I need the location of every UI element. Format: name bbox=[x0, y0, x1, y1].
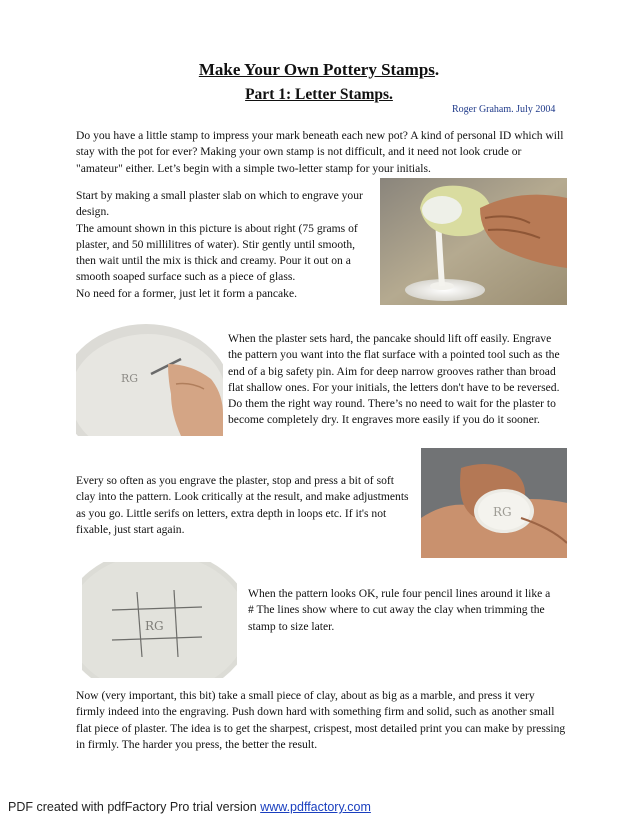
plaster-line-3: No need for a former, just let it form a pancake. bbox=[76, 286, 298, 300]
svg-text:RG: RG bbox=[493, 505, 512, 519]
title-text: Make Your Own Pottery Stamps bbox=[198, 60, 435, 79]
pdf-footer bbox=[8, 800, 371, 814]
intro-paragraph: Do you have a little stamp to impress your mark beneath each new pot? A kind of personal ID which will stay with the pot for ever? Making your own stamp is not difficult, and it need not look crude or "amateur" either. Let’s begin with a simple two-letter stamp for your initials. bbox=[76, 129, 564, 175]
photo-clay-test bbox=[421, 448, 567, 558]
plaster-paragraph bbox=[76, 188, 376, 302]
document-subtitle: Part 1: Letter Stamps. bbox=[245, 86, 393, 103]
plaster-line-2: The amount shown in this picture is about right (75 grams of plaster, and 50 millilitres of water). Stir gently until smooth, then wait until the mix is thick and creamy. Pour it out on a smooth soaped surface such as a piece of glass. bbox=[76, 221, 358, 284]
plaster-line-1: Start by making a small plaster slab on which to engrave your design. bbox=[76, 189, 363, 219]
photo-ruled-lines bbox=[82, 562, 237, 678]
author-byline: Roger Graham. July 2004 bbox=[452, 104, 556, 115]
footer-link[interactable]: www.pdffactory.com bbox=[260, 800, 371, 814]
photo-pouring-plaster bbox=[380, 178, 567, 305]
svg-text:RG: RG bbox=[121, 372, 139, 385]
title-period: . bbox=[434, 60, 440, 79]
photo-engraving-plaster bbox=[76, 324, 223, 436]
rule-lines-paragraph: When the pattern looks OK, rule four pencil lines around it like a # The lines show where to cut away the clay when trimming the stamp to size later. bbox=[248, 587, 551, 633]
footer-text: PDF created with pdfFactory Pro trial version bbox=[8, 800, 261, 814]
document-title bbox=[0, 60, 638, 80]
engrave-paragraph: When the plaster sets hard, the pancake should lift off easily. Engrave the pattern you want into the flat surface with a pointed tool such as the end of a big safety pin. Aim for deep narrow grooves rather than broad flat shallow ones. For your initials, the letters don't have to be reversed. Do them the right way round. There’s no need to wait for the plaster to become completely dry. It engraves more easily if you do it sooner. bbox=[228, 332, 560, 427]
svg-text:RG: RG bbox=[145, 619, 164, 633]
press-paragraph: Now (very important, this bit) take a small piece of clay, about as big as a marble, and press it very firmly indeed into the engraving. Push down hard with something firm and solid, such as another small flat piece of plaster. The idea is to get the sharpest, crispest, most detailed print you can make by pressing in firmly. The harder you press, the better the result. bbox=[76, 689, 566, 751]
test-clay-paragraph: Every so often as you engrave the plaster, stop and press a bit of soft clay into the pattern. Look critically at the result, and make adjustments as you go. Little serifs on letters, extra depth in loops etc. If it's not fixable, just start again. bbox=[76, 474, 409, 536]
